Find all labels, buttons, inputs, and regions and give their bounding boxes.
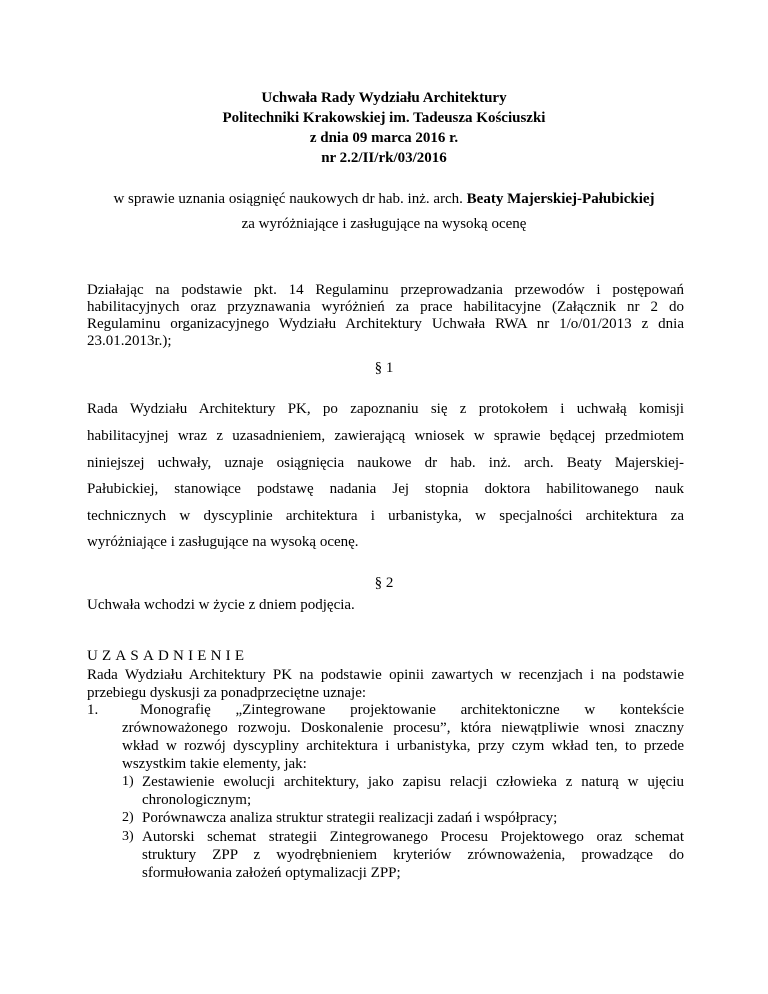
justification-heading: UZASADNIENIE: [87, 648, 249, 664]
section-2-text: Uchwała wchodzi w życie z dniem podjęcia.: [87, 597, 355, 613]
subject-line: [0, 191, 768, 208]
subitem-3-number: 3): [122, 829, 134, 844]
item-1-number: 1.: [87, 702, 99, 718]
section-1-line-5: technicznych w dyscyplinie architektura i urbanistyka, w specjalności architektura za: [87, 508, 684, 524]
basis-line-4: 23.01.2013r.);: [87, 333, 172, 349]
item-1-line-3: wkład w rozwój dyscypliny architektura i urbanistyka, przy czym wkład ten, to przede: [122, 738, 684, 754]
basis-line-1: Działając na podstawie pkt. 14 Regulaminu przeprowadzania przewodów i postępowań: [87, 282, 684, 298]
subitem-1-line-1: Zestawienie ewolucji architektury, jako zapisu relacji człowieka z naturą w ujęciu: [142, 774, 684, 790]
item-1-line-4: wszystkim takie elementy, jak:: [122, 756, 307, 772]
resolution-date: z dnia 09 marca 2016 r.: [309, 130, 459, 146]
justification-intro-1: Rada Wydziału Architektury PK na podstawie opinii zawartych w recenzjach i na podstawie: [87, 667, 684, 683]
subject-person-name: Beaty Majerskiej-Pałubickiej: [466, 191, 655, 207]
resolution-title: Uchwała Rady Wydziału Architektury: [261, 90, 507, 106]
resolution-number: nr 2.2/II/rk/03/2016: [321, 150, 447, 166]
university-name: Politechniki Krakowskiej im. Tadeusza Kościuszki: [222, 110, 546, 126]
subject-line-2: za wyróżniające i zasługujące na wysoką ocenę: [241, 216, 527, 232]
item-1-line-2: zrównoważonego rozwoju. Doskonalenie procesu”, która niewątpliwie wnosi znaczny: [122, 720, 684, 736]
item-1-line-1: Monografię „Zintegrowane projektowanie architektoniczne w kontekście: [140, 702, 684, 718]
subitem-1-number: 1): [122, 774, 134, 789]
basis-line-2: habilitacyjnych oraz przyznawania wyróżnień za prace habilitacyjne (Załącznik nr 2 do: [87, 299, 684, 315]
subitem-3-line-1: Autorski schemat strategii Zintegrowanego Procesu Projektowego oraz schemat: [142, 829, 684, 845]
section-1-line-2: habilitacyjnej wraz z uzasadnieniem, zawierającą wniosek w sprawie będącej przedmiotem: [87, 428, 684, 444]
subitem-2-number: 2): [122, 810, 134, 825]
justification-intro-2: przebiegu dyskusji za ponadprzeciętne uznaje:: [87, 685, 367, 701]
subitem-1-line-2: chronologicznym;: [142, 792, 252, 808]
subject-prefix: w sprawie uznania osiągnięć naukowych dr hab. inż. arch.: [113, 191, 467, 207]
section-1-line-4: Pałubickiej, stanowiące podstawę nadania Jej stopnia doktora habilitowanego nauk: [87, 481, 684, 497]
section-1-symbol: § 1: [374, 360, 394, 376]
section-1-line-3: niniejszej uchwały, uznaje osiągnięcia naukowe dr hab. inż. arch. Beaty Majerskiej-: [87, 455, 684, 471]
section-1-line-6: wyróżniające i zasługujące na wysoką ocenę.: [87, 534, 359, 550]
subitem-2-line-1: Porównawcza analiza struktur strategii realizacji zadań i współpracy;: [142, 810, 558, 826]
section-2-symbol: § 2: [374, 575, 394, 591]
section-1-line-1: Rada Wydziału Architektury PK, po zapoznaniu się z protokołem i uchwałą komisji: [87, 401, 684, 417]
basis-line-3: Regulaminu organizacyjnego Wydziału Architektury Uchwała RWA nr 1/o/01/2013 z dnia: [87, 316, 684, 332]
subitem-3-line-3: sformułowania założeń optymalizacji ZPP;: [142, 865, 401, 881]
subitem-3-line-2: struktury ZPP z wyodrębnieniem kryteriów zrównoważenia, prowadzące do: [142, 847, 684, 863]
